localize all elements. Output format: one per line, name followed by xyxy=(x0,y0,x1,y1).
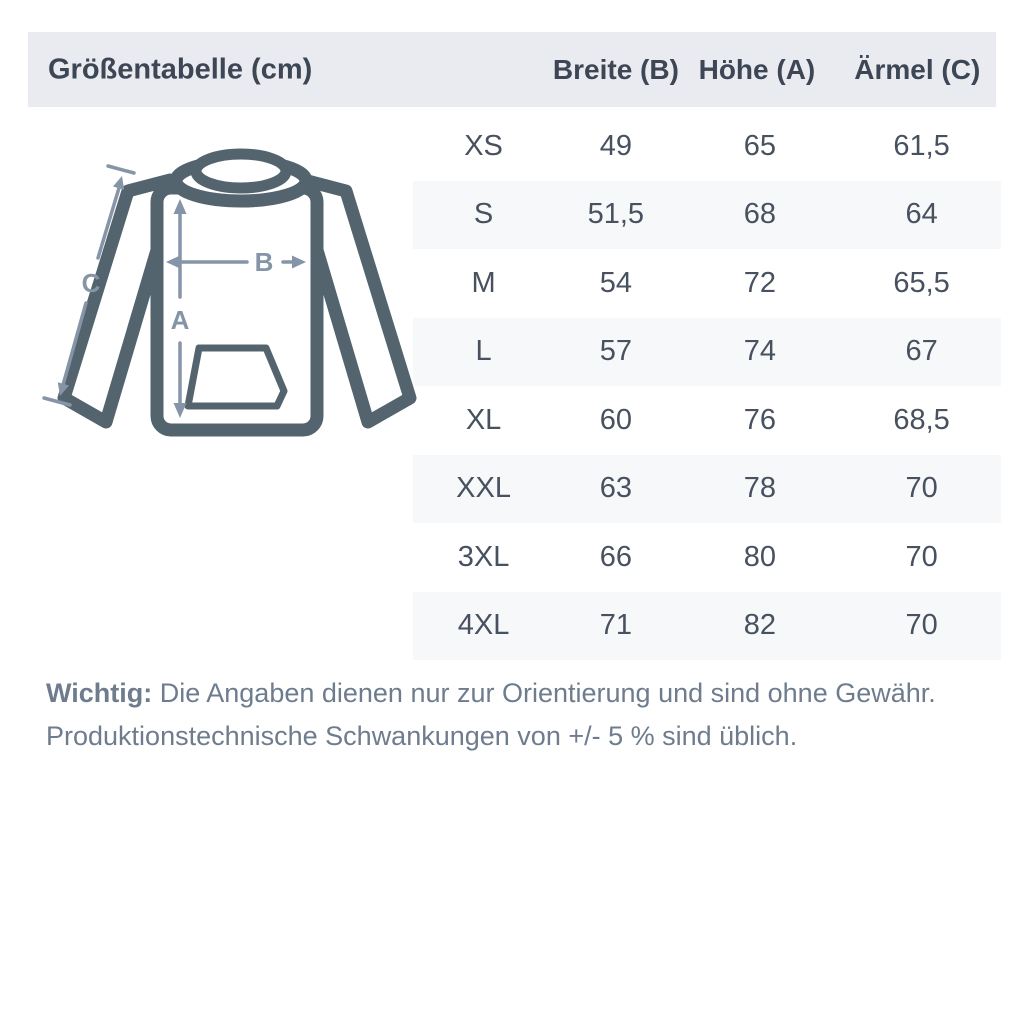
hoehe-cell: 68 xyxy=(743,198,777,231)
breite-cell: 66 xyxy=(599,540,632,573)
breite-cell: 63 xyxy=(599,472,632,505)
aermel-cell: 70 xyxy=(905,472,938,505)
table-row xyxy=(413,112,1001,181)
size-cell: XL xyxy=(465,403,502,436)
breite-cell: 49 xyxy=(599,129,632,162)
dimension-label-a: A xyxy=(170,305,190,335)
column-header-breite: Breite (B) xyxy=(552,53,679,85)
page-title: Größentabelle (cm) xyxy=(48,53,313,85)
table-row xyxy=(413,523,1001,592)
aermel-cell: 70 xyxy=(905,609,938,642)
hoodie-measurement-diagram xyxy=(30,118,420,453)
size-cell: L xyxy=(475,335,492,368)
table-header xyxy=(28,32,996,107)
hoehe-cell: 65 xyxy=(743,129,777,162)
breite-cell: 54 xyxy=(599,266,632,299)
kangaroo-pocket xyxy=(188,348,284,406)
breite-cell: 57 xyxy=(599,335,632,368)
table-row xyxy=(413,318,1001,387)
size-cell: 4XL xyxy=(457,609,510,642)
size-cell: XXL xyxy=(456,472,511,505)
aermel-cell: 67 xyxy=(905,335,938,368)
aermel-cell: 65,5 xyxy=(893,266,950,299)
hood-opening xyxy=(196,154,286,188)
table-row xyxy=(413,592,1001,661)
size-cell: S xyxy=(473,198,494,231)
breite-cell: 51,5 xyxy=(587,198,645,231)
note-prefix: Wichtig: xyxy=(46,678,153,708)
hoehe-cell: 76 xyxy=(743,403,777,436)
size-cell: 3XL xyxy=(457,540,510,573)
column-header-hoehe: Höhe (A) xyxy=(698,53,816,85)
table-row xyxy=(413,249,1001,318)
breite-cell: 60 xyxy=(599,403,632,436)
size-cell: M xyxy=(471,266,496,299)
size-cell: XS xyxy=(464,129,503,162)
table-row xyxy=(413,386,1001,455)
aermel-cell: 68,5 xyxy=(893,403,950,436)
aermel-cell: 70 xyxy=(905,540,938,573)
hoehe-cell: 74 xyxy=(743,335,777,368)
hoehe-cell: 78 xyxy=(743,472,777,505)
note-line2: Produktionstechnische Schwankungen von +/- 5 % sind üblich. xyxy=(46,721,798,751)
important-note xyxy=(46,672,976,758)
aermel-cell: 64 xyxy=(905,198,938,231)
dimension-label-c: C xyxy=(81,268,101,298)
column-headers xyxy=(413,32,996,107)
hoehe-cell: 82 xyxy=(743,609,777,642)
hoehe-cell: 80 xyxy=(743,540,777,573)
dimension-label-b: B xyxy=(254,247,274,277)
hoehe-cell: 72 xyxy=(743,266,777,299)
table-row xyxy=(413,455,1001,524)
aermel-cell: 61,5 xyxy=(893,129,950,162)
breite-cell: 71 xyxy=(599,609,632,642)
column-header-aermel: Ärmel (C) xyxy=(854,53,981,85)
size-table xyxy=(413,112,1001,660)
table-row xyxy=(413,181,1001,250)
note-line1: Die Angaben dienen nur zur Orientierung und sind ohne Gewähr. xyxy=(152,678,936,708)
